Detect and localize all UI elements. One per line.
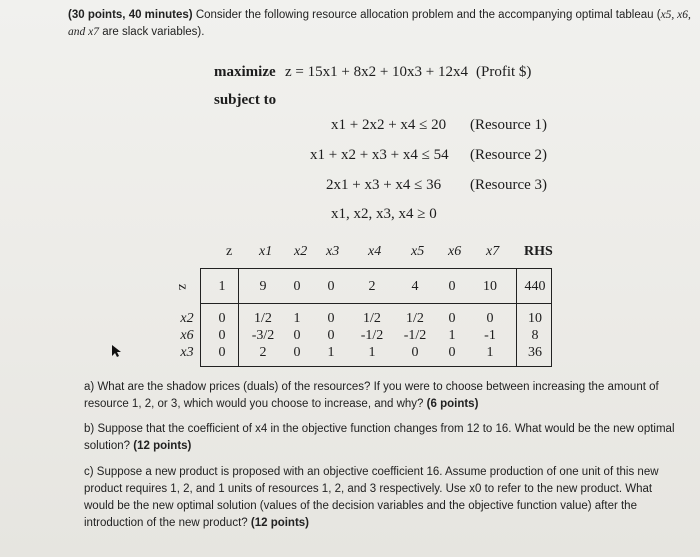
hdr-x2: x2: [294, 244, 308, 259]
cell-x2-x2: 1: [293, 311, 301, 326]
constraint-2-note: (Resource 2): [470, 147, 548, 163]
cell-z-x6: 0: [448, 279, 456, 294]
cell-x6-x7: -1: [484, 328, 496, 343]
cell-x6-z: 0: [218, 328, 226, 343]
cell-x6-x5: -1/2: [403, 328, 427, 343]
cell-z-x4: 2: [368, 279, 376, 294]
question-a-text: What are the shadow prices (duals) of the resources? If you were to choose between increasing the amount of resource 1, 2, or 3, which would you choose to increase, and why?: [84, 381, 659, 410]
hdr-x6: x6: [448, 244, 462, 259]
cell-x3-x1: 2: [259, 345, 267, 360]
cell-x3-x3: 1: [327, 345, 335, 360]
question-c-text: Suppose a new product is proposed with an objective coefficient 16. Assume production of one unit of this new product requires 1, 2, and 1 units of resources 1, 2, and 3 respectively. Use x0 to refer to the new product. What would be the new optimal solution (values of the decision variables and the objective function value) after the introduction of the new product?: [84, 466, 659, 529]
cell-x6-x6: 1: [448, 328, 456, 343]
objective-note: (Profit $): [476, 64, 532, 80]
hdr-x1: x1: [259, 244, 273, 259]
hdr-x5: x5: [411, 244, 425, 259]
basis-x2: x2: [180, 311, 194, 326]
cell-x3-x5: 0: [411, 345, 419, 360]
intro-text: Consider the following resource allocation problem and the accompanying optimal tableau (: [195, 9, 661, 21]
cell-x6-x4: -1/2: [360, 328, 384, 343]
tableau-top-rule: [200, 268, 552, 269]
question-c: [84, 464, 684, 532]
cell-z-x5: 4: [411, 279, 419, 294]
question-a: [84, 379, 684, 413]
basis-z: z: [175, 283, 190, 291]
intro-paragraph: [68, 7, 698, 41]
cell-x3-x7: 1: [486, 345, 494, 360]
hdr-z: z: [226, 244, 233, 259]
constraint-2: x1 + x2 + x3 + x4 ≤ 54: [310, 147, 449, 163]
constraint-3-note: (Resource 3): [470, 177, 548, 193]
cell-z-x7: 10: [483, 279, 497, 294]
subject-to-label: subject to: [214, 92, 277, 108]
cell-x3-x4: 1: [368, 345, 376, 360]
cell-x2-x5: 1/2: [406, 311, 424, 326]
question-c-points: (12 points): [250, 517, 310, 529]
question-a-points: (6 points): [426, 398, 479, 410]
cell-x3-x6: 0: [448, 345, 456, 360]
hdr-x4: x4: [368, 244, 382, 259]
intro-slack-vars: x5, x6, and x7: [68, 9, 691, 38]
cell-x3-z: 0: [218, 345, 226, 360]
constraint-1-note: (Resource 1): [470, 117, 548, 133]
constraint-1: x1 + 2x2 + x4 ≤ 20: [331, 117, 447, 133]
question-b: [84, 421, 684, 455]
cell-z-x2: 0: [293, 279, 301, 294]
basis-x6: x6: [180, 328, 194, 343]
cell-x2-x1: 1/2: [254, 311, 272, 326]
basis-x3: x3: [180, 345, 194, 360]
objective-function: z = 15x1 + 8x2 + 10x3 + 12x4: [285, 64, 468, 80]
hdr-x7: x7: [486, 244, 500, 259]
cell-x3-x2: 0: [293, 345, 301, 360]
question-b-text: Suppose that the coefficient of x4 in the objective function changes from 12 to 16. What would be the new optimal solution?: [84, 423, 675, 452]
question-b-points: (12 points): [133, 440, 192, 452]
cell-x2-rhs: 10: [528, 311, 542, 326]
cell-z-x3: 0: [327, 279, 335, 294]
cell-x6-rhs: 8: [531, 328, 539, 343]
hdr-rhs: RHS: [524, 244, 553, 259]
constraint-3: 2x1 + x3 + x4 ≤ 36: [326, 177, 442, 193]
tableau-z-rule: [238, 268, 239, 367]
tableau-rhs-rule: [516, 268, 517, 367]
cell-x2-x6: 0: [448, 311, 456, 326]
cell-x6-x1: -3/2: [251, 328, 275, 343]
cell-x6-x2: 0: [293, 328, 301, 343]
question-a-label: a): [84, 381, 95, 393]
cursor-arrow-icon: [110, 344, 122, 363]
nonnegativity: x1, x2, x3, x4 ≥ 0: [331, 206, 437, 222]
hdr-x3: x3: [326, 244, 340, 259]
cell-x2-z: 0: [218, 311, 226, 326]
question-b-label: b): [84, 423, 95, 435]
cell-x3-rhs: 36: [528, 345, 542, 360]
cell-x2-x3: 0: [327, 311, 335, 326]
question-c-label: c): [84, 466, 94, 478]
tableau-right-rule: [551, 268, 552, 367]
cell-x2-x7: 0: [486, 311, 494, 326]
tableau-bottom-rule: [200, 366, 552, 367]
cell-z-z: 1: [218, 279, 226, 294]
cell-z-x1: 9: [259, 279, 267, 294]
tableau-mid-rule: [200, 303, 552, 304]
cell-x2-x4: 1/2: [363, 311, 381, 326]
intro-tail: are slack variables).: [102, 26, 205, 38]
cell-x6-x3: 0: [327, 328, 335, 343]
objective-label: maximize: [214, 64, 276, 80]
cell-z-rhs: 440: [524, 279, 546, 294]
intro-points: (30 points, 40 minutes): [68, 9, 193, 21]
